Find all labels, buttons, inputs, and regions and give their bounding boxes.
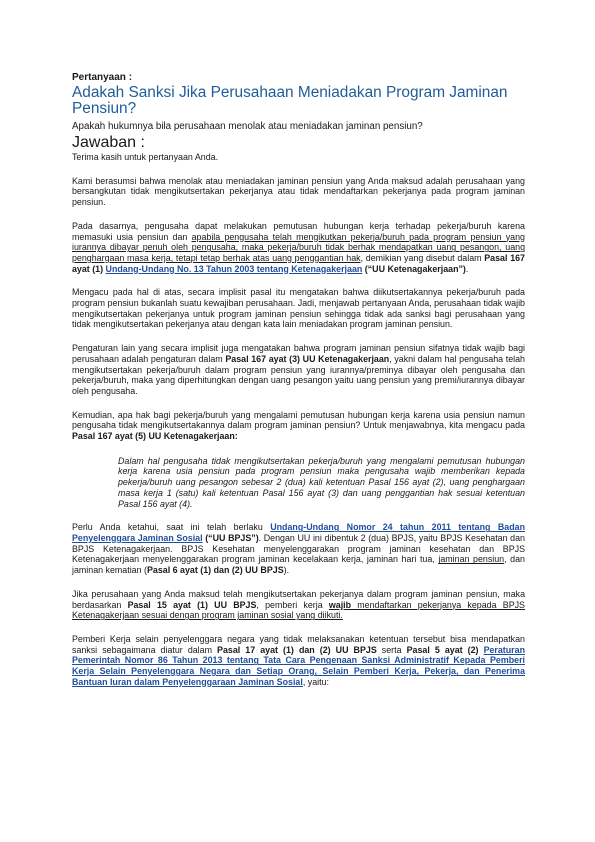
paragraph-implisit: Mengacu pada hal di atas, secara implisit pasal itu mengatakan bahwa diikutsertakannya pekerja/buruh pada program pensiun bukanlah suatu kewajiban perusahaan. Jadi, menjawab pertanyaan Anda, perusahaan tidak wajib mengikutsertakan pekerjanya untuk program jaminan pensiun sehingga tidak ada sanksi bagi perusahaan yang tidak mengikutsertakan pekerjanya atau dengan kata lain meniadakan program jaminan pensiun. xyxy=(72,287,525,330)
text: , dan jaminan kematian ( xyxy=(72,554,525,576)
text: , yakni dalam hal pengusaha telah mengikutsertakan pekerja/buruh dalam program pensiun yang iurannya/preminya dibayar oleh pengusaha dan pekerja/buruh, maka yang diperhitungkan dengan uang pesangon yaitu uang pensiun yang premi/iurannya dibayar oleh pengusaha. xyxy=(72,353,525,396)
paragraph-pengaturan-lain xyxy=(72,343,525,397)
text: , pemberi kerja xyxy=(256,599,329,610)
legal-reference: Pasal 167 ayat (5) UU Ketenagakerjaan: xyxy=(72,431,238,442)
paragraph-hak-pekerja xyxy=(72,410,525,442)
answer-heading: Jawaban : xyxy=(72,134,145,151)
text: ). xyxy=(283,565,290,576)
legal-reference: Pasal 15 ayat (1) UU BPJS xyxy=(127,599,257,610)
uu-ketenagakerjaan-link[interactable]: Undang-Undang No. 13 Tahun 2003 tentang Ketenagakerjaan xyxy=(105,263,363,274)
legal-reference: Pasal 5 ayat (2) xyxy=(406,644,479,655)
answer-greeting: Terima kasih untuk pertanyaan Anda. xyxy=(72,152,219,162)
text: . xyxy=(465,263,469,274)
legal-reference: Pasal 167 ayat (3) UU Ketenagakerjaan xyxy=(225,353,390,364)
text: , yaitu: xyxy=(302,676,329,687)
text: Kemudian, apa hak bagi pekerja/buruh yang mengalami pemutusan hubungan kerja karena usia pensiun namun pengusaha tidak mengikutsertakannya dalam program jaminan pensiun? Untuk menjawabnya, kita mengacu pada xyxy=(72,409,525,431)
text: Pemberi Kerja selain penyelenggara negara yang tidak melaksanakan ketentuan tersebut bisa mendapatkan sanksi sebagaimana diatur dalam xyxy=(72,633,525,655)
text: Pengaturan lain yang secara implisit juga mengatakan bahwa program jaminan pensiun sifatnya tidak wajib bagi perusahaan adalah pengaturan dalam xyxy=(72,343,525,364)
legal-reference: Pasal 6 ayat (1) dan (2) UU BPJS xyxy=(146,565,284,576)
underlined-text: jaminan pensiun xyxy=(438,554,505,565)
document-page xyxy=(72,68,525,687)
paragraph-sanksi xyxy=(72,634,525,688)
pp-86-2013-link[interactable]: Peraturan Pemerintah Nomor 86 Tahun 2013 tentang Tata Cara Pengenaan Sanksi Administratif Kepada Pemberi Kerja Selain Penyelenggara Negara dan Setiap Orang, Selain Pemberi Kerja, Pekerja, dan Penerima Bantuan Iuran dalam Penyelenggaraan Jaminan Sosial xyxy=(72,644,525,687)
legal-reference: Pasal 167 ayat (1) xyxy=(72,252,525,274)
legal-reference: (“UU BPJS”) xyxy=(202,532,259,543)
underlined-text: apabila pengusaha telah mengikutkan pekerja/buruh pada program pensiun yang iurannya dibayar penuh oleh pengusaha, maka pekerja/buruh tidak berhak mendapatkan uang pesangon, uang penghargaan masa kerja, tetapi tetap berhak atas uang penggantian hak xyxy=(72,231,525,263)
text: , demikian yang disebut dalam xyxy=(360,252,485,263)
text: Perlu Anda ketahui, saat ini telah berlaku xyxy=(72,522,271,533)
quote-pasal-167: Dalam hal pengusaha tidak mengikutsertakan pekerja/buruh yang mengalami pemutusan hubungan kerja karena usia pensiun pada program pensiun maka pengusaha wajib memberikan kepada pekerja/buruh uang pesangon sebesar 2 (dua) kali ketentuan Pasal 156 ayat (2), uang penghargaan masa kerja 1 (satu) kali ketentuan Pasal 156 ayat (3) dan uang penggantian hak sesuai ketentuan Pasal 156 ayat (4). xyxy=(118,455,525,509)
question-label: Pertanyaan : xyxy=(72,72,133,83)
paragraph-assumption: Kami berasumsi bahwa menolak atau meniadakan jaminan pensiun yang Anda maksud adalah perusahaan yang bersangkutan tidak mengikutsertakan pekerjanya atau tidak mendaftarkan pekerjanya pada program jaminan pensiun. xyxy=(72,175,525,208)
paragraph-wajib-daftar xyxy=(72,589,525,621)
uu-bpjs-link[interactable]: Undang-Undang Nomor 24 tahun 2011 tentang Badan Penyelenggara Jaminan Sosial xyxy=(72,522,525,543)
legal-reference: (“UU Ketenagakerjaan”) xyxy=(362,263,466,274)
question-title: Adakah Sanksi Jika Perusahaan Meniadakan Program Jaminan Pensiun? xyxy=(72,84,508,117)
underlined-text: mendaftarkan pekerjanya kepada BPJS Ketenagakerjaan sesuai dengan program jaminan sosial yang diikuti. xyxy=(72,599,525,621)
text: . Dengan UU ini dibentuk 2 (dua) BPJS, yaitu BPJS Kesehatan dan BPJS Ketenagakerjaan. BPJS Kesehatan menyelenggarakan program jaminan kesehatan dan BPJS Ketenagakerjaan menyelenggarakan program jaminan kecelakaan kerja, jaminan hari tua, xyxy=(72,532,525,565)
legal-reference: Pasal 17 ayat (1) dan (2) UU BPJS xyxy=(217,644,377,655)
text: serta xyxy=(376,644,407,655)
text: Pada dasarnya, pengusaha dapat melakukan pemutusan hubungan kerja terhadap pekerja/buruh karena memasuki usia pensiun dan xyxy=(72,220,525,242)
paragraph-uu-bpjs xyxy=(72,522,525,576)
question-subtitle: Apakah hukumnya bila perusahaan menolak atau meniadakan jaminan pensiun? xyxy=(72,121,423,132)
paragraph-phk-pensiun xyxy=(72,221,525,275)
text: Jika perusahaan yang Anda maksud telah mengikutsertakan pekerjanya dalam program jaminan pensiun, maka berdasarkan xyxy=(72,588,525,610)
underlined-bold-text: wajib xyxy=(328,599,352,610)
